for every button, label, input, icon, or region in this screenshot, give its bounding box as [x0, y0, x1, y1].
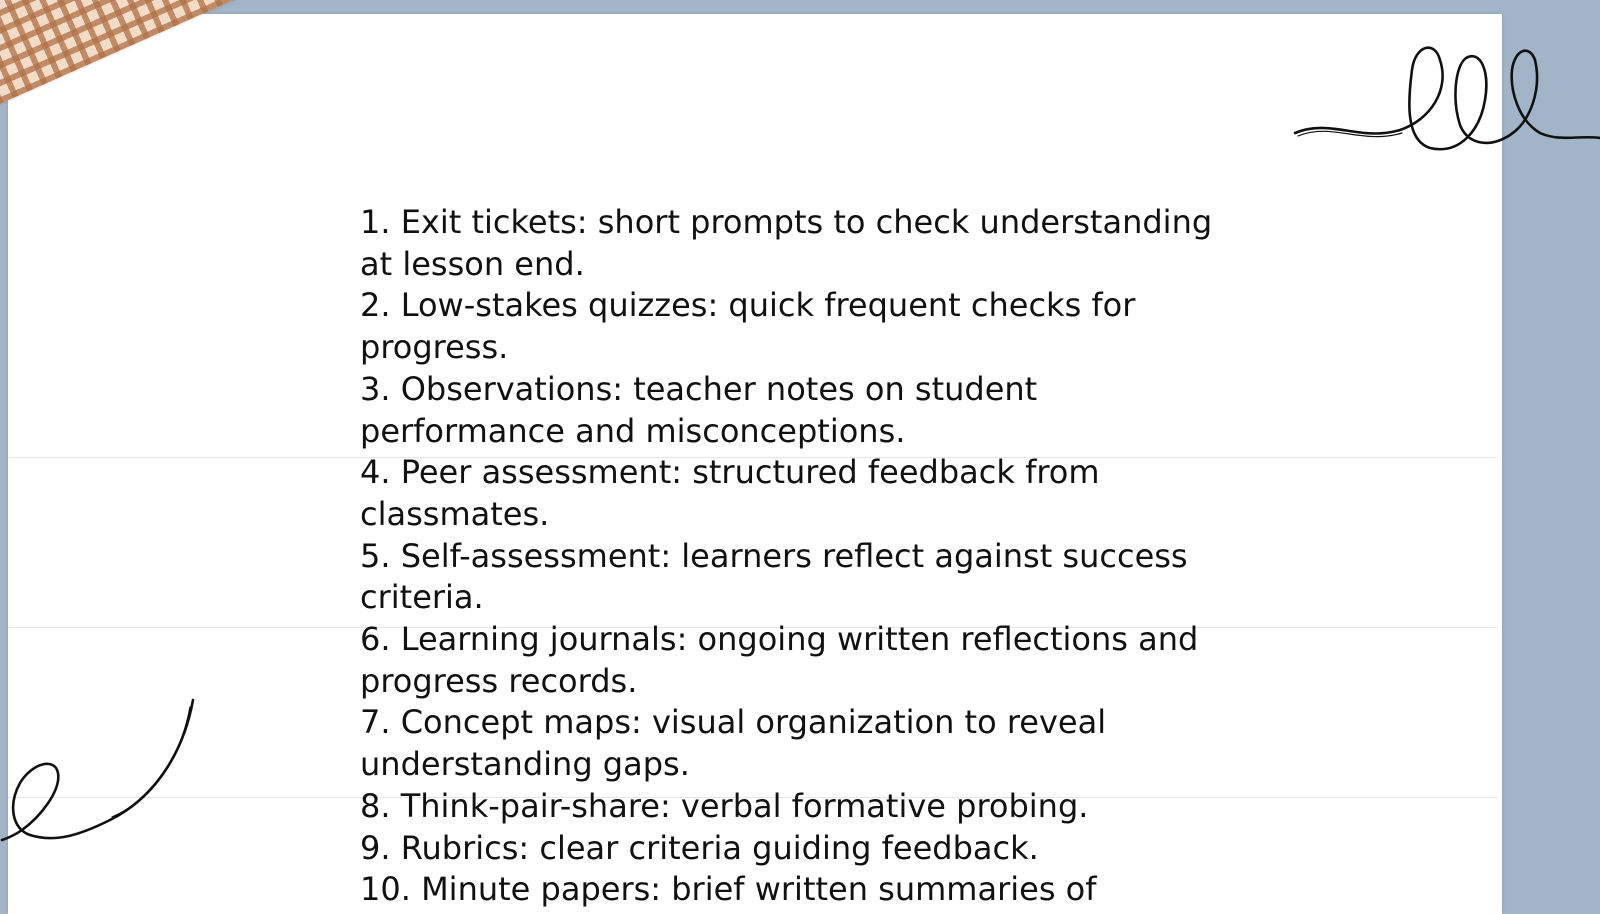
- loop-scribble-icon: [1290, 30, 1600, 165]
- formative-assessment-list: [360, 202, 1230, 911]
- list-item: 6. Learning journals: ongoing written reflections and progress records.: [360, 620, 1199, 700]
- list-item: 4. Peer assessment: structured feedback from classmates.: [360, 453, 1100, 533]
- gingham-tape-strip: [0, 0, 500, 118]
- list-item: 2. Low-stakes quizzes: quick frequent checks for progress.: [360, 286, 1136, 367]
- list-item: 5. Self-assessment: learners reflect against success criteria.: [360, 536, 1188, 617]
- swirl-scribble-icon: [0, 695, 200, 855]
- list-item: 1. Exit tickets: short prompts to check understanding at lesson end.: [360, 203, 1213, 283]
- list-item: 9. Rubrics: clear criteria guiding feedback.: [360, 828, 1039, 867]
- list-item: 3. Observations: teacher notes on student performance and misconceptions.: [360, 369, 1038, 450]
- list-item: 7. Concept maps: visual organization to reveal understanding gaps.: [360, 703, 1107, 784]
- list-item: 10. Minute papers: brief written summaries of: [360, 870, 1097, 909]
- list-item: 8. Think-pair-share: verbal formative probing.: [360, 786, 1089, 825]
